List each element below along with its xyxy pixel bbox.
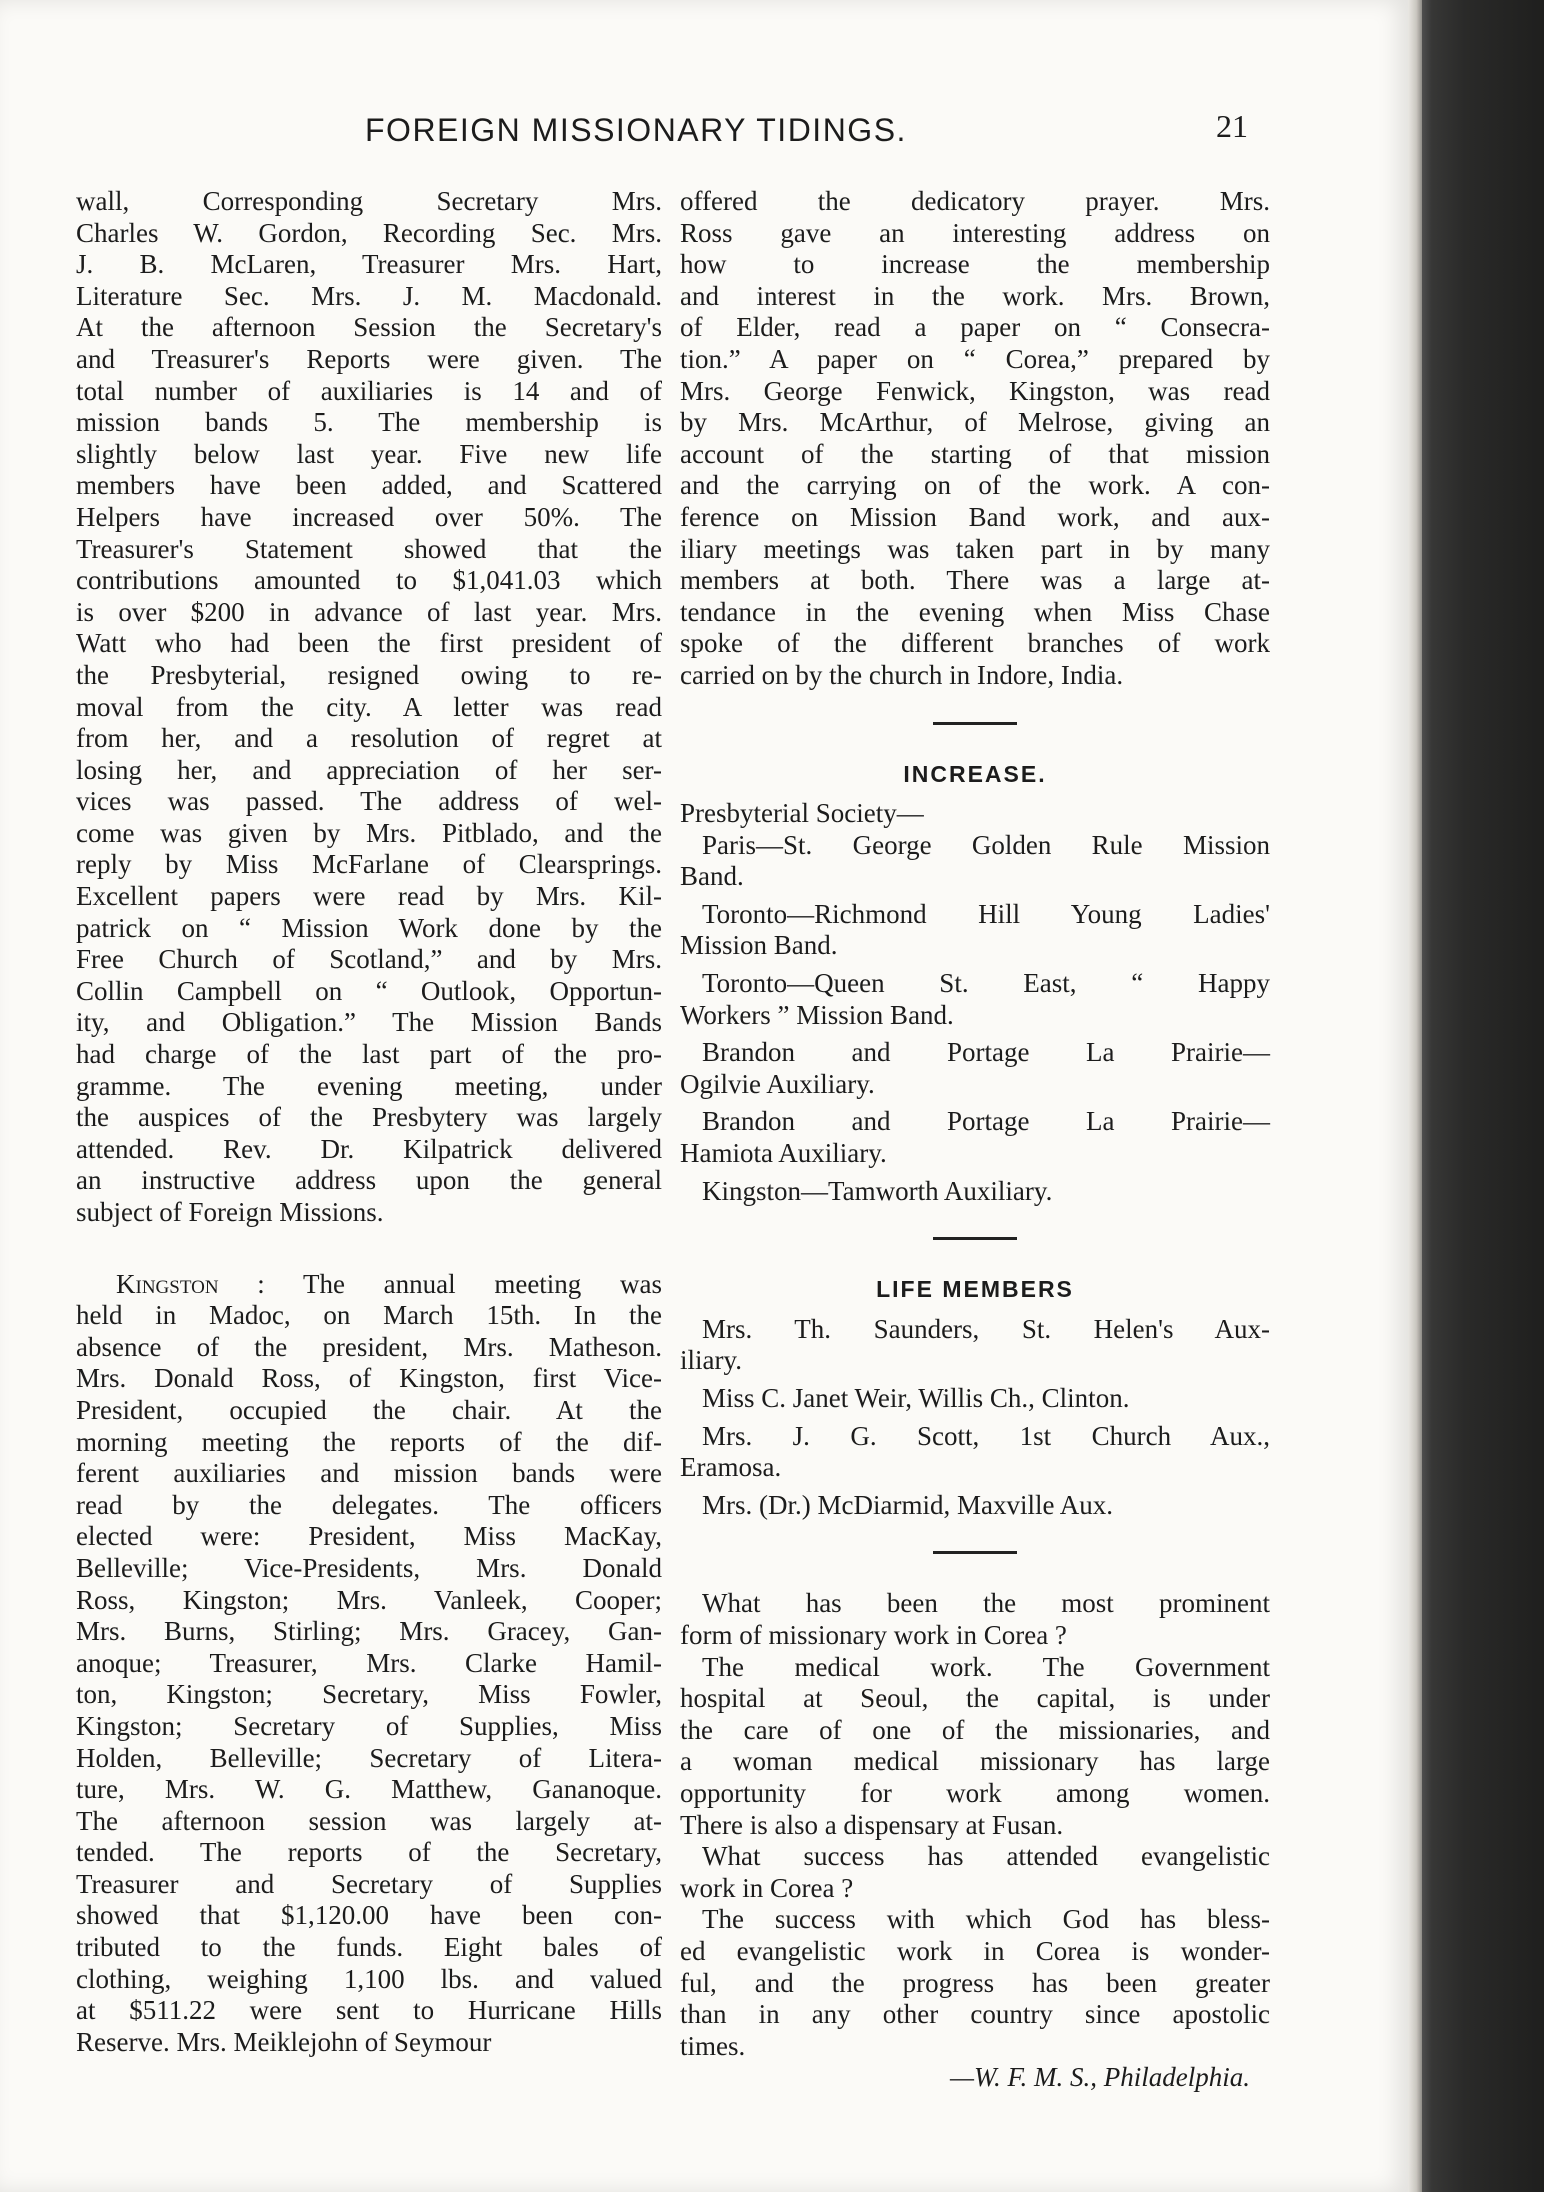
text-line: patrick on “ Mission Work done by the (76, 912, 662, 943)
life-member-line: Mrs. (Dr.) McDiarmid, Maxville Aux. (702, 1489, 1113, 1520)
text-line: members have been added, and Scattered (76, 470, 662, 501)
text-line: account of the starting of that mission (680, 438, 1270, 469)
page-number: 21 (1216, 108, 1248, 144)
increase-item (680, 1037, 1270, 1100)
text-line: slightly below last year. Five new life (76, 438, 662, 469)
life-member-line: Mrs. J. G. Scott, 1st Church Aux., (702, 1420, 1270, 1451)
text-line: Treasurer's Statement showed that the (76, 533, 662, 564)
text-line: attended. Rev. Dr. Kilpatrick delivered (76, 1133, 662, 1164)
text-line: reply by Miss McFarlane of Clearsprings. (76, 849, 662, 880)
life-members-heading: LIFE MEMBERS (876, 1276, 1074, 1303)
qa-line: ed evangelistic work in Corea is wonder- (680, 1935, 1270, 1966)
increase-item-line: Ogilvie Auxiliary. (680, 1068, 875, 1099)
qa-line: a woman medical missionary has large (680, 1746, 1270, 1777)
text-line: President, occupied the chair. At the (76, 1394, 662, 1425)
text-line: wall, Corresponding Secretary Mrs. (76, 186, 662, 216)
qa-line: ful, and the progress has been greater (680, 1967, 1270, 1998)
text-line: moval from the city. A letter was read (76, 691, 662, 722)
increase-item-line: Paris—St. George Golden Rule Mission (702, 829, 1270, 860)
text-line: absence of the president, Mrs. Matheson. (76, 1331, 662, 1362)
qa-line: The medical work. The Government (702, 1651, 1270, 1682)
life-member-line: Mrs. Th. Saunders, St. Helen's Aux- (702, 1313, 1270, 1344)
text-line: and interest in the work. Mrs. Brown, (680, 280, 1270, 311)
qa-line: times. (680, 2030, 746, 2061)
section-divider (933, 1551, 1017, 1554)
kingston-first-line (76, 1269, 662, 1301)
qa-line: hospital at Seoul, the capital, is under (680, 1683, 1270, 1714)
increase-item-line: Hamiota Auxiliary. (680, 1138, 887, 1169)
qa-line: than in any other country since apostolic (680, 1999, 1270, 2030)
text-line: Collin Campbell on “ Outlook, Opportun- (76, 975, 662, 1006)
increase-item-line: Workers ” Mission Band. (680, 999, 954, 1030)
kingston-first-line-rest: : The annual meeting was (218, 1268, 662, 1299)
text-line: Helpers have increased over 50%. The (76, 501, 662, 532)
increase-item-line: Kingston—Tamworth Auxiliary. (702, 1175, 1053, 1206)
increase-item (680, 830, 1270, 893)
text-line: had charge of the last part of the pro- (76, 1039, 662, 1070)
increase-item-line: Brandon and Portage La Prairie— (702, 1037, 1270, 1068)
life-member-line: iliary. (680, 1345, 742, 1376)
text-line: vices was passed. The address of wel- (76, 786, 662, 817)
text-line: Kingston; Secretary of Supplies, Miss (76, 1710, 662, 1741)
text-line: Mrs. George Fenwick, Kingston, was read (680, 375, 1270, 406)
text-line: by Mrs. McArthur, of Melrose, giving an (680, 407, 1270, 438)
text-line: Free Church of Scotland,” and by Mrs. (76, 944, 662, 975)
qa-line: What success has attended evangelistic (702, 1841, 1270, 1872)
text-line: an instructive address upon the general (76, 1165, 662, 1196)
text-line: showed that $1,120.00 have been con- (76, 1900, 662, 1931)
text-line: ture, Mrs. W. G. Matthew, Gananoque. (76, 1774, 662, 1805)
text-line: iliary meetings was taken part in by many (680, 533, 1270, 564)
book-binding (1422, 0, 1544, 2192)
text-line: Watt who had been the first president of (76, 628, 662, 659)
increase-intro: Presbyterial Society— (680, 798, 924, 829)
life-member-item (680, 1421, 1270, 1484)
text-line: is over $200 in advance of last year. Mrs. (76, 596, 662, 627)
attribution: —W. F. M. S., Philadelphia. (949, 2062, 1250, 2093)
text-line: Literature Sec. Mrs. J. M. Macdonald. (76, 280, 662, 311)
text-line: held in Madoc, on March 15th. In the (76, 1300, 662, 1331)
text-line: members at both. There was a large at- (680, 565, 1270, 596)
life-member-item (680, 1490, 1270, 1522)
qa-line: the care of one of the missionaries, and (680, 1714, 1270, 1745)
text-line: how to increase the membership (680, 249, 1270, 280)
qa-line: work in Corea ? (680, 1872, 854, 1903)
right-column (680, 186, 1270, 2094)
text-line: Ross, Kingston; Mrs. Vanleek, Cooper; (76, 1584, 662, 1615)
answer (680, 1652, 1270, 1842)
paragraph-kingston-report (76, 1269, 662, 2059)
text-line: ference on Mission Band work, and aux- (680, 501, 1270, 532)
text-line: at $511.22 were sent to Hurricane Hills (76, 1995, 662, 2026)
paragraph-presbyterial-report (76, 186, 662, 1229)
text-line: anoque; Treasurer, Mrs. Clarke Hamil- (76, 1647, 662, 1678)
text-line: Mrs. Burns, Stirling; Mrs. Gracey, Gan- (76, 1616, 662, 1647)
text-line: The afternoon session was largely at- (76, 1805, 662, 1836)
text-line: J. B. McLaren, Treasurer Mrs. Hart, (76, 249, 662, 280)
text-line: clothing, weighing 1,100 lbs. and valued (76, 1963, 662, 1994)
text-line: tion.” A paper on “ Corea,” prepared by (680, 343, 1270, 374)
text-line: and the carrying on of the work. A con- (680, 470, 1270, 501)
increase-item-line: Toronto—Queen St. East, “ Happy (702, 968, 1270, 999)
text-line: elected were: President, Miss MacKay, (76, 1521, 662, 1552)
increase-list (680, 830, 1270, 1208)
qa-line: What has been the most prominent (702, 1588, 1270, 1619)
text-line: Treasurer and Secretary of Supplies (76, 1868, 662, 1899)
increase-heading: INCREASE. (903, 760, 1047, 787)
text-line: Reserve. Mrs. Meiklejohn of Seymour (76, 2026, 492, 2057)
question (680, 1588, 1270, 1651)
text-line: ton, Kingston; Secretary, Miss Fowler, (76, 1679, 662, 1710)
text-line: from her, and a resolution of regret at (76, 723, 662, 754)
left-column (76, 186, 662, 2058)
life-members-list (680, 1314, 1270, 1522)
text-line: subject of Foreign Missions. (76, 1197, 384, 1227)
page-edge (1408, 0, 1422, 2192)
page-header-title: FOREIGN MISSIONARY TIDINGS. (365, 112, 907, 148)
increase-item (680, 1176, 1270, 1208)
text-line: Holden, Belleville; Secretary of Litera- (76, 1742, 662, 1773)
increase-item-line: Band. (680, 861, 744, 892)
question (680, 1841, 1270, 1904)
text-line: offered the dedicatory prayer. Mrs. (680, 186, 1270, 216)
text-line: and Treasurer's Reports were given. The (76, 343, 662, 374)
text-line: Mrs. Donald Ross, of Kingston, first Vice- (76, 1363, 662, 1394)
life-member-item (680, 1314, 1270, 1377)
qa-line: There is also a dispensary at Fusan. (680, 1809, 1064, 1840)
text-line: gramme. The evening meeting, under (76, 1070, 662, 1101)
life-member-line: Miss C. Janet Weir, Willis Ch., Clinton. (702, 1383, 1130, 1413)
text-line: Charles W. Gordon, Recording Sec. Mrs. (76, 217, 662, 248)
text-line: Excellent papers were read by Mrs. Kil- (76, 881, 662, 912)
text-line: contributions amounted to $1,041.03 which (76, 565, 662, 596)
increase-item-line: Toronto—Richmond Hill Young Ladies' (702, 898, 1270, 929)
text-line: tended. The reports of the Secretary, (76, 1837, 662, 1868)
section-divider (933, 1237, 1017, 1240)
increase-item (680, 1106, 1270, 1169)
text-line: carried on by the church in Indore, India. (680, 659, 1124, 690)
text-line: Ross gave an interesting address on (680, 217, 1270, 248)
text-line: total number of auxiliaries is 14 and of (76, 375, 662, 406)
text-line: morning meeting the reports of the dif- (76, 1426, 662, 1457)
increase-item (680, 968, 1270, 1031)
text-line: read by the delegates. The officers (76, 1489, 662, 1520)
paragraph-continued-report (680, 186, 1270, 692)
increase-item-line: Brandon and Portage La Prairie— (702, 1106, 1270, 1137)
text-line: tendance in the evening when Miss Chase (680, 596, 1270, 627)
text-line: Belleville; Vice-Presidents, Mrs. Donald (76, 1552, 662, 1583)
text-line: the Presbyterial, resigned owing to re- (76, 659, 662, 690)
section-divider (933, 722, 1017, 725)
life-member-item (680, 1383, 1270, 1415)
text-line: ferent auxiliaries and mission bands were (76, 1458, 662, 1489)
answer (680, 1904, 1270, 2062)
text-line: tributed to the funds. Eight bales of (76, 1932, 662, 1963)
text-line: mission bands 5. The membership is (76, 407, 662, 438)
text-line: losing her, and appreciation of her ser- (76, 754, 662, 785)
corea-question-answer (680, 1588, 1270, 2062)
qa-line: The success with which God has bless- (702, 1904, 1270, 1935)
increase-item (680, 899, 1270, 962)
text-line: the auspices of the Presbytery was largely (76, 1102, 662, 1133)
qa-line: opportunity for work among women. (680, 1777, 1270, 1808)
text-line: spoke of the different branches of work (680, 628, 1270, 659)
text-line: At the afternoon Session the Secretary's (76, 312, 662, 343)
life-member-line: Eramosa. (680, 1452, 782, 1483)
text-line: come was given by Mrs. Pitblado, and the (76, 817, 662, 848)
increase-item-line: Mission Band. (680, 930, 838, 961)
qa-line: form of missionary work in Corea ? (680, 1619, 1067, 1650)
kingston-label: Kingston (116, 1268, 219, 1299)
text-line: ity, and Obligation.” The Mission Bands (76, 1007, 662, 1038)
text-line: of Elder, read a paper on “ Consecra- (680, 312, 1270, 343)
